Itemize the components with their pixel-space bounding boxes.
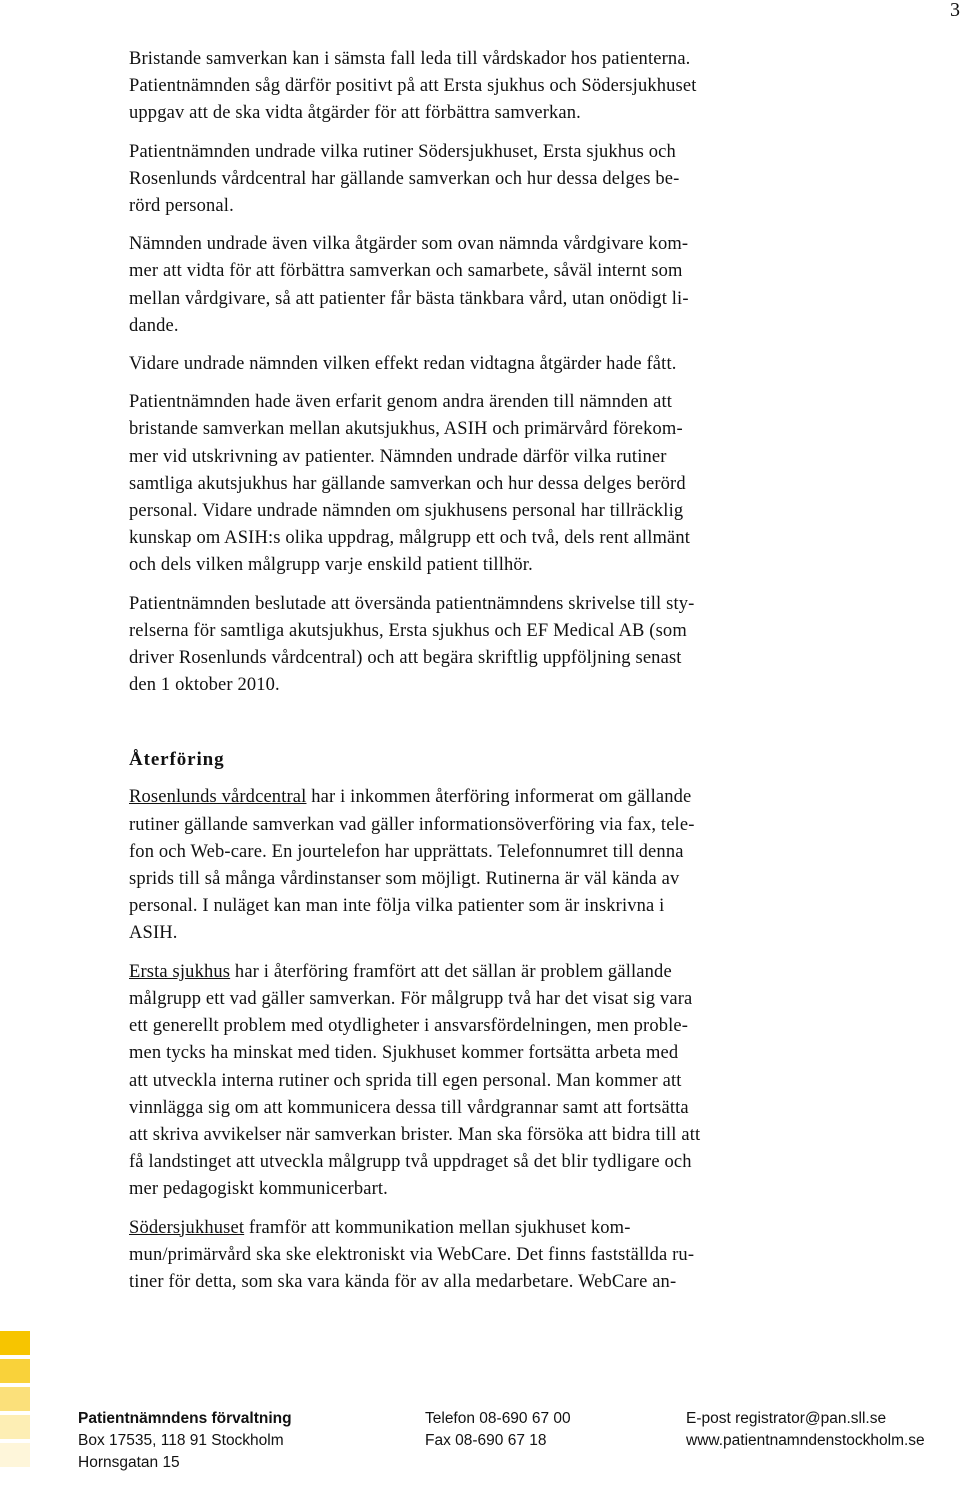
- text-line: [129, 1215, 841, 1242]
- footer-fax: Fax 08-690 67 18: [425, 1432, 547, 1449]
- text-line: Vidare undrade nämnden vilken effekt redan vidtagna åtgärder hade fått.: [129, 354, 677, 375]
- footer-address-block: [78, 1408, 292, 1474]
- text-line: den 1 oktober 2010.: [129, 675, 280, 696]
- footer-phone: Telefon 08-690 67 00: [425, 1410, 571, 1427]
- text-fragment: har i återföring framfört att det sällan är problem gällande: [230, 961, 672, 982]
- text-line: Patientnämnden beslutade att översända patientnämndens skrivelse till sty-: [129, 593, 695, 614]
- text-line: ett generellt problem med otydligheter i ansvarsfördelningen, men proble-: [129, 1016, 689, 1037]
- intro-paragraphs: [129, 46, 841, 699]
- text-line: mun/primärvård ska ske elektroniskt via WebCare. Det finns fastställda ru-: [129, 1244, 695, 1265]
- text-line: mer pedagogiskt kommunicerbart.: [129, 1179, 388, 1200]
- text-line: Bristande samverkan kan i sämsta fall leda till vårdskador hos patienterna.: [129, 49, 691, 69]
- feedback-paragraph: [129, 959, 841, 1204]
- text-line: målgrupp ett vad gäller samverkan. För målgrupp två har det visat sig vara: [129, 988, 693, 1009]
- footer-phone-block: [425, 1408, 571, 1452]
- text-line: rutiner gällande samverkan vad gäller informationsöverföring via fax, tele-: [129, 814, 695, 835]
- text-line: Patientnämnden såg därför positivt på att Ersta sjukhus och Södersjukhuset: [129, 76, 697, 97]
- paragraph: [129, 351, 841, 378]
- paragraph: [129, 139, 841, 221]
- letter-body: [129, 46, 841, 1307]
- text-line: mellan vårdgivare, så att patienter får bästa tänkbara vård, utan onödigt li-: [129, 288, 689, 309]
- text-line: personal. I nuläget kan man inte följa vilka patienter som är inskrivna i: [129, 896, 665, 917]
- text-fragment: har i inkommen återföring informerat om gällande: [306, 787, 692, 808]
- footer-address: Box 17535, 118 91 Stockholm: [78, 1432, 284, 1449]
- footer-email: E-post registrator@pan.sll.se: [686, 1410, 887, 1427]
- footer-org-name: Patientnämndens förvaltning: [78, 1410, 292, 1427]
- text-line: uppgav att de ska vidta åtgärder för att förbättra samverkan.: [129, 103, 581, 124]
- text-line: mer att vidta för att förbättra samverkan och samarbete, såväl internt som: [129, 261, 683, 282]
- text-line: [129, 959, 841, 986]
- text-line: relserna för samtliga akutsjukhus, Ersta sjukhus och EF Medical AB (som: [129, 620, 687, 641]
- text-line: och dels vilken målgrupp varje enskild patient tillhör.: [129, 555, 533, 576]
- page-number: 3: [950, 0, 960, 21]
- text-line: bristande samverkan mellan akutsjukhus, ASIH och primärvård förekom-: [129, 419, 683, 440]
- text-line: Rosenlunds vårdcentral har gällande samverkan och hur dessa delges be-: [129, 168, 680, 189]
- paragraph: [129, 389, 841, 579]
- footer-contact-block: [686, 1408, 925, 1452]
- text-line: driver Rosenlunds vårdcentral) och att begära skriftlig uppföljning senast: [129, 648, 682, 669]
- section-heading-aterforing: Återföring: [129, 749, 225, 771]
- organisation-name: Ersta sjukhus: [129, 961, 231, 982]
- text-line: mer vid utskrivning av patienter. Nämnden undrade därför vilka rutiner: [129, 446, 667, 467]
- text-line: att skriva avvikelser när samverkan brister. Man ska försöka att bidra till att: [129, 1124, 701, 1145]
- text-line: vinnlägga sig om att kommunicera dessa till vårdgrannar samt att fortsätta: [129, 1097, 689, 1118]
- paragraph: [129, 46, 841, 128]
- text-line: men tycks ha minskat med tiden. Sjukhuset kommer fortsätta arbeta med: [129, 1043, 679, 1064]
- text-line: rörd personal.: [129, 196, 234, 217]
- text-line: samtliga akutsjukhus har gällande samverkan och hur dessa delges berörd: [129, 473, 686, 494]
- text-line: personal. Vidare undrade nämnden om sjukhusens personal har tillräcklig: [129, 501, 684, 522]
- text-line: tiner för detta, som ska vara kända för av alla medarbetare. WebCare an-: [129, 1271, 677, 1292]
- footer: [0, 1408, 960, 1488]
- paragraph: [129, 591, 841, 700]
- text-line: få landstinget att utveckla målgrupp två uppdraget så det blir tydligare och: [129, 1152, 692, 1173]
- organisation-name: Rosenlunds vårdcentral: [129, 787, 307, 808]
- feedback-paragraph: [129, 784, 841, 947]
- footer-web: www.patientnamndenstockholm.se: [686, 1432, 925, 1449]
- text-line: Patientnämnden hade även erfarit genom andra ärenden till nämnden att: [129, 392, 673, 413]
- text-line: fon och Web-care. En jourtelefon har upprättats. Telefonnumret till denna: [129, 841, 684, 862]
- feedback-paragraph: [129, 1215, 841, 1297]
- organisation-name: Södersjukhuset: [129, 1217, 245, 1238]
- paragraph: [129, 231, 841, 340]
- text-line: sprids till så många vårdinstanser som möjligt. Rutinerna är väl kända av: [129, 869, 680, 890]
- brand-square: [0, 1331, 30, 1355]
- text-line: att utveckla interna rutiner och sprida till egen personal. Man kommer att: [129, 1070, 682, 1091]
- text-line: dande.: [129, 315, 179, 336]
- text-line: kunskap om ASIH:s olika uppdrag, målgrupp ett och två, dels rent allmänt: [129, 528, 691, 549]
- text-line: ASIH.: [129, 923, 178, 944]
- text-fragment: framför att kommunikation mellan sjukhuset kom-: [244, 1217, 631, 1238]
- text-line: Patientnämnden undrade vilka rutiner Södersjukhuset, Ersta sjukhus och: [129, 141, 676, 162]
- brand-square: [0, 1359, 30, 1383]
- text-line: [129, 784, 841, 811]
- feedback-paragraphs: [129, 784, 841, 1296]
- text-line: Nämnden undrade även vilka åtgärder som ovan nämnda vårdgivare kom-: [129, 234, 689, 255]
- footer-street: Hornsgatan 15: [78, 1454, 180, 1471]
